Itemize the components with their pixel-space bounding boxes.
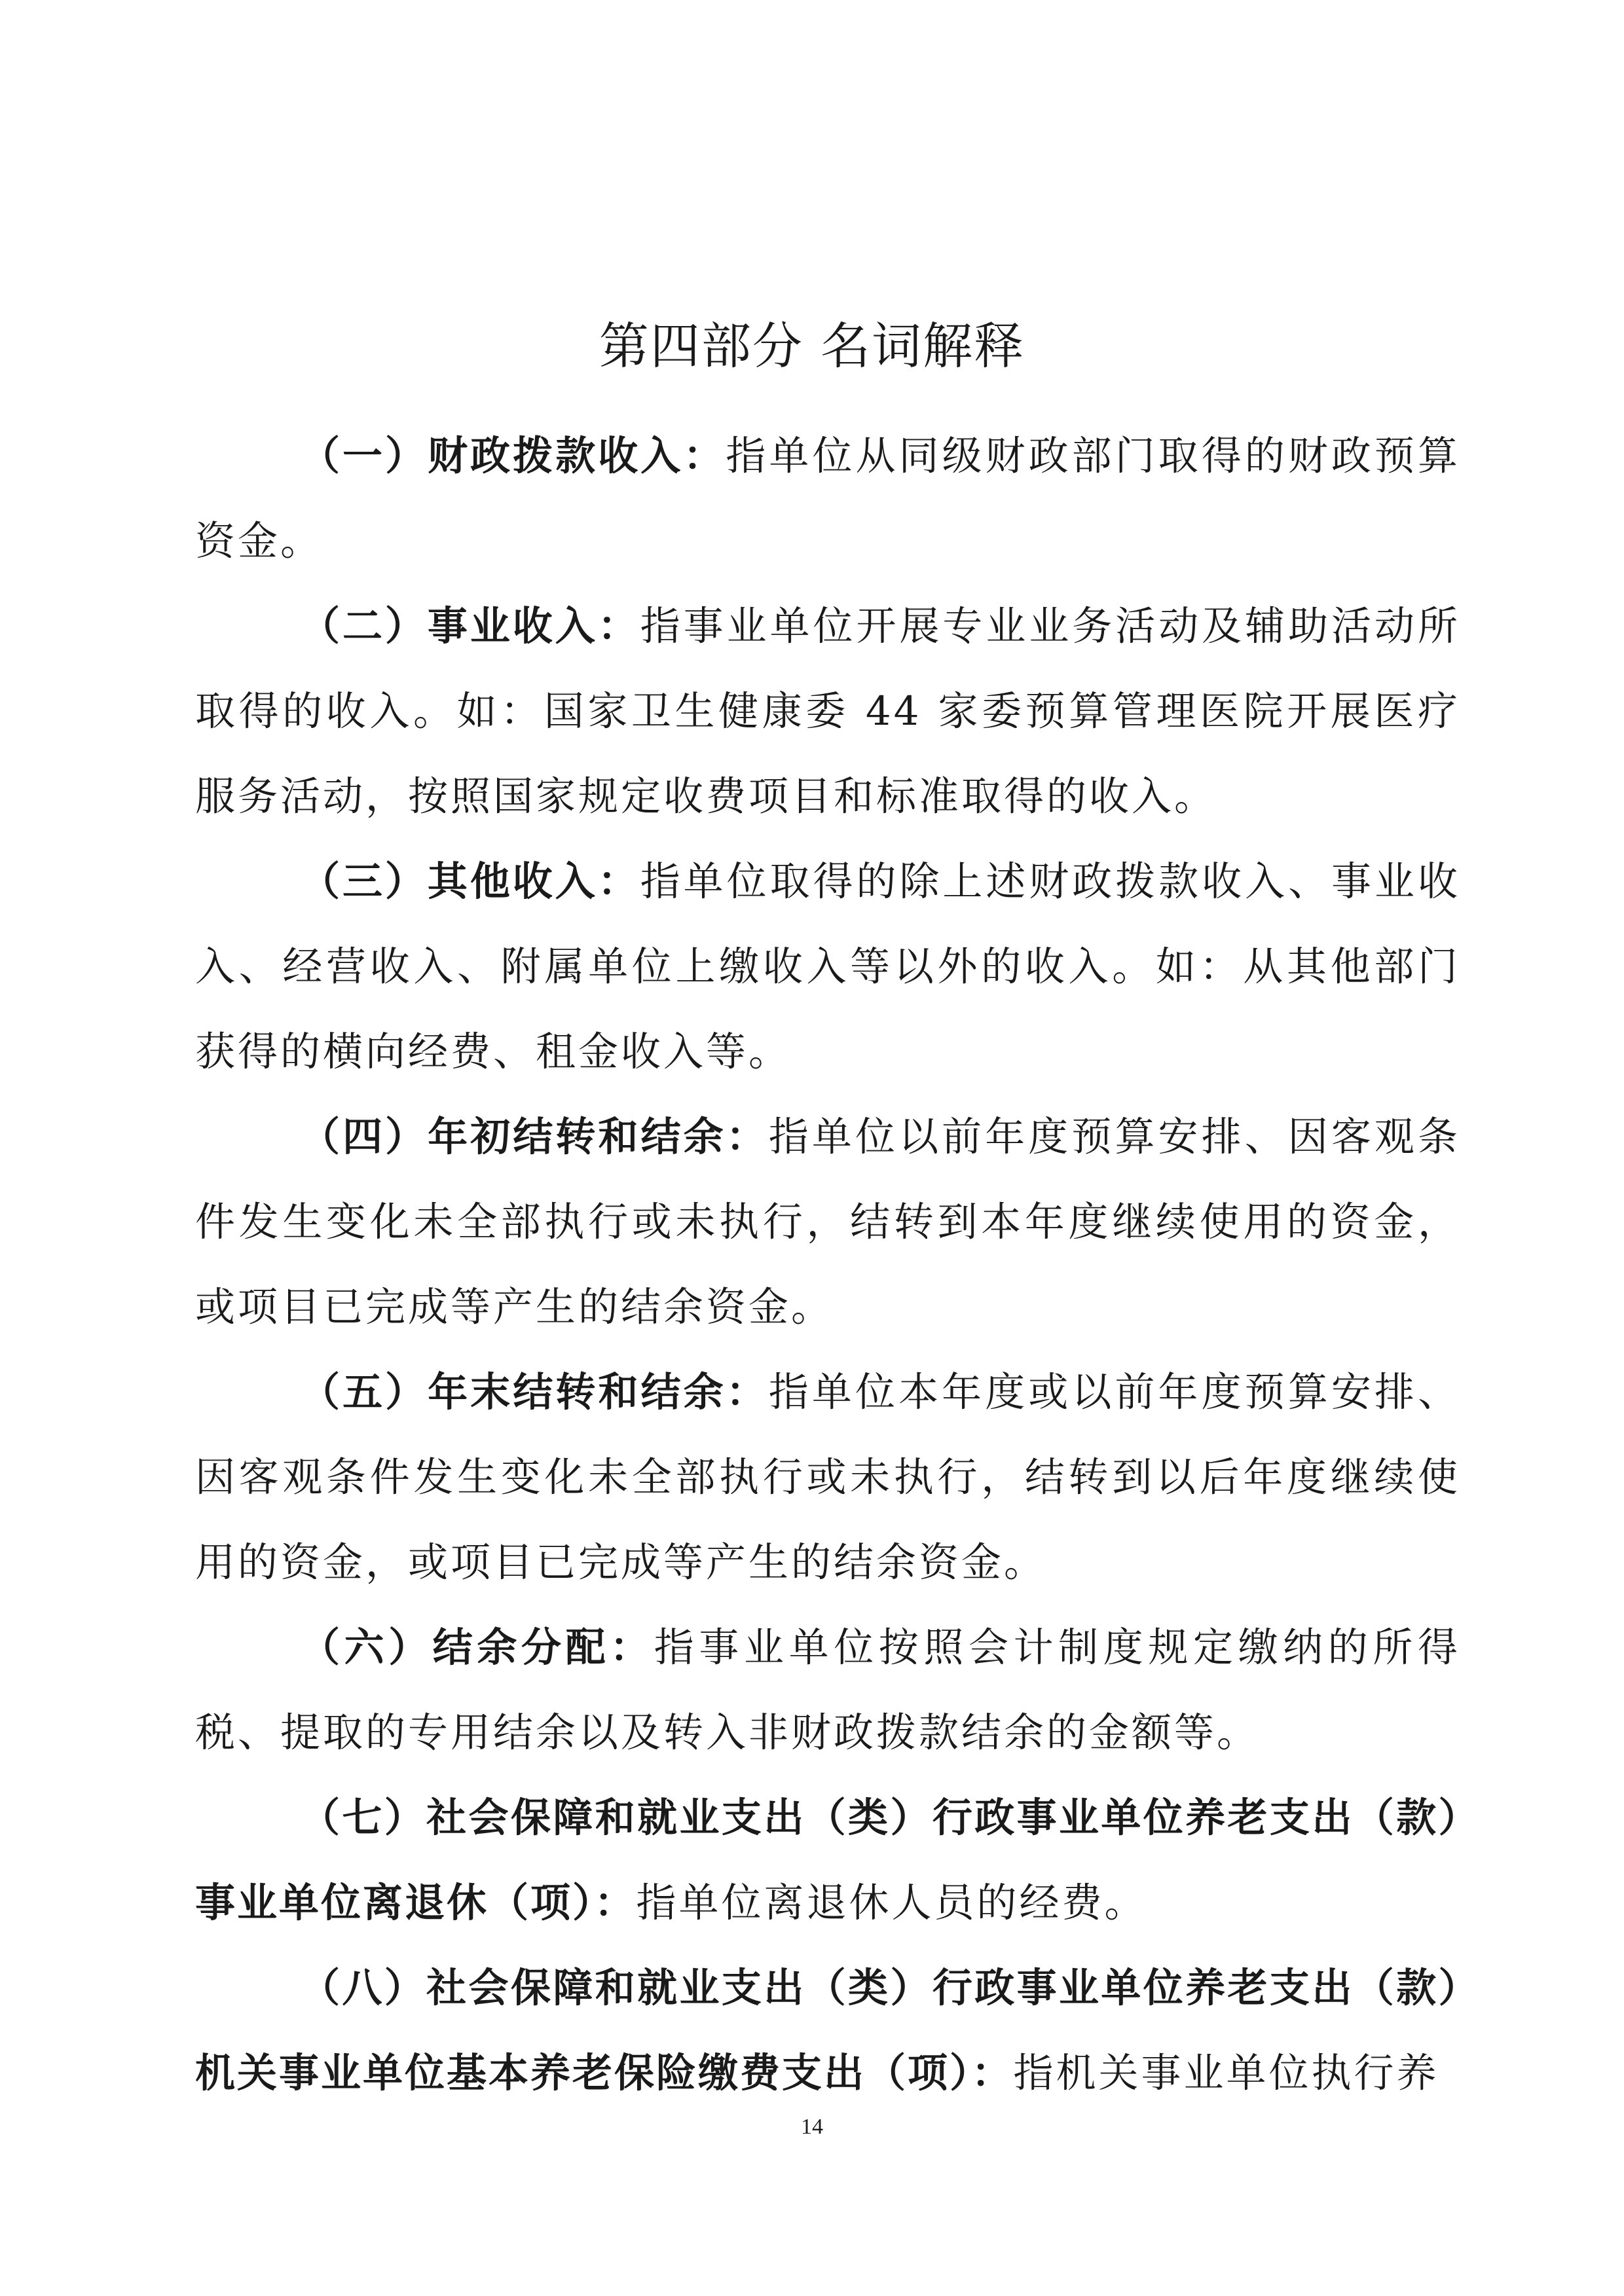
definition-term: （八）社会保障和就业支出（类）行政事业单位养老支出（款）机关事业单位基本养老保险缴费支出（项）： — [195, 1965, 1460, 2096]
definition-2 — [195, 584, 1460, 839]
definition-term: （二）事业收入： — [300, 603, 640, 649]
definition-term: （六）结余分配： — [300, 1624, 654, 1671]
definition-text: 指事业单位开展专业业务活动及辅助活动所取得的收入。如：国家卫生健康委 44 家委预算管理医院开展医疗服务活动，按照国家规定收费项目和标准取得的收入。 — [195, 603, 1460, 820]
definition-text: 指事业单位按照会计制度规定缴纳的所得税、提取的专用结余以及转入非财政拨款结余的金额等。 — [195, 1624, 1460, 1756]
definition-text: 指机关事业单位执行养 — [1013, 2050, 1439, 2096]
definition-6 — [195, 1605, 1460, 1776]
definition-4 — [195, 1095, 1460, 1350]
definition-term: （一）财政拨款收入： — [300, 433, 726, 479]
definition-term: （七）社会保障和就业支出（类）行政事业单位养老支出（款）事业单位离退休（项）： — [195, 1795, 1460, 1926]
definition-text: 指单位离退休人员的经费。 — [636, 1880, 1147, 1926]
definition-3 — [195, 839, 1460, 1095]
definition-1 — [195, 414, 1460, 584]
definitions-body — [195, 414, 1460, 2116]
definition-term: （四）年初结转和结余： — [300, 1114, 769, 1160]
definition-7 — [195, 1776, 1460, 1946]
definition-term: （五）年末结转和结余： — [300, 1369, 769, 1415]
definition-text: 指单位本年度或以前年度预算安排、因客观条件发生变化未全部执行或未执行，结转到以后年度继续使用的资金，或项目已完成等产生的结余资金。 — [195, 1369, 1460, 1586]
page-title: 第四部分 名词解释 — [599, 317, 1025, 375]
definition-8 — [195, 1946, 1460, 2116]
definition-text: 指单位取得的除上述财政拨款收入、事业收入、经营收入、附属单位上缴收入等以外的收入。如：从其他部门获得的横向经费、租金收入等。 — [195, 858, 1460, 1075]
definition-term: （三）其他收入： — [300, 858, 640, 905]
page-number: 14 — [801, 2115, 823, 2139]
definition-5 — [195, 1350, 1460, 1605]
definition-text: 指单位从同级财政部门取得的财政预算资金。 — [195, 433, 1460, 564]
definition-text: 指单位以前年度预算安排、因客观条件发生变化未全部执行或未执行，结转到本年度继续使用的资金，或项目已完成等产生的结余资金。 — [195, 1114, 1460, 1330]
